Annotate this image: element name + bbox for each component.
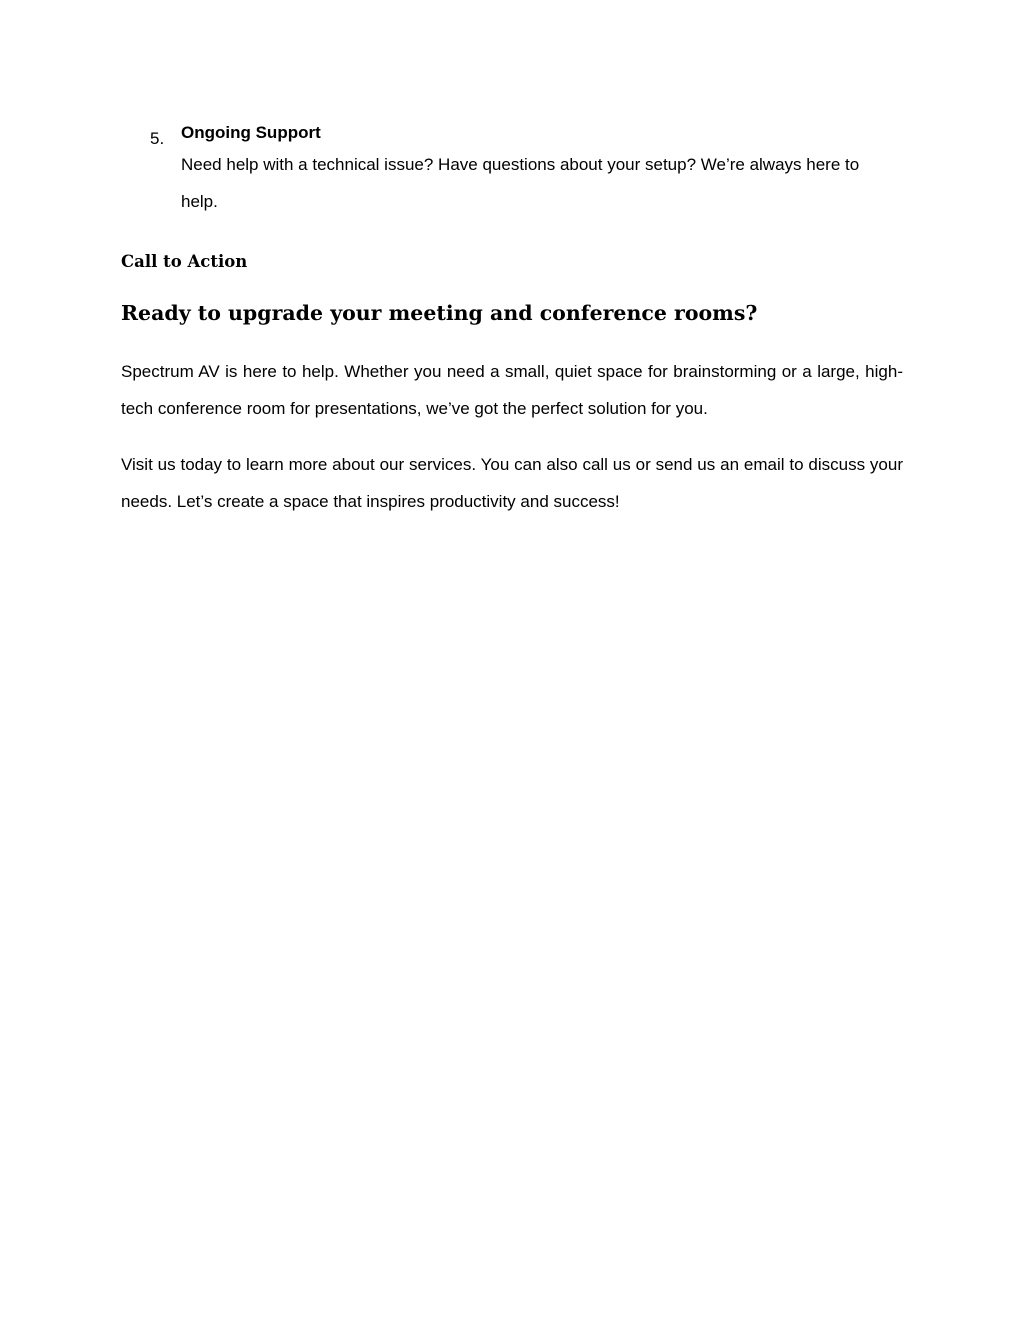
section-label: Call to Action bbox=[121, 252, 248, 271]
list-item-title: Ongoing Support bbox=[181, 123, 321, 142]
list-number: 5. bbox=[150, 129, 165, 148]
paragraph-intro: Spectrum AV is here to help. Whether you need a small, quiet space for brainstorming or a large, high-tech conference room for presentations, we’ve got the perfect solution for you. bbox=[121, 362, 903, 418]
list-item-body bbox=[181, 120, 903, 220]
paragraph-contact: Visit us today to learn more about our services. You can also call us or send us an email to discuss your needs. Let’s create a space that inspires productivity and success! bbox=[121, 455, 903, 511]
section-heading: Ready to upgrade your meeting and conference rooms? bbox=[121, 301, 758, 325]
list-item-text: Need help with a technical issue? Have questions about your setup? We’re always here to help. bbox=[181, 155, 860, 211]
list-item-ongoing-support bbox=[121, 120, 903, 220]
